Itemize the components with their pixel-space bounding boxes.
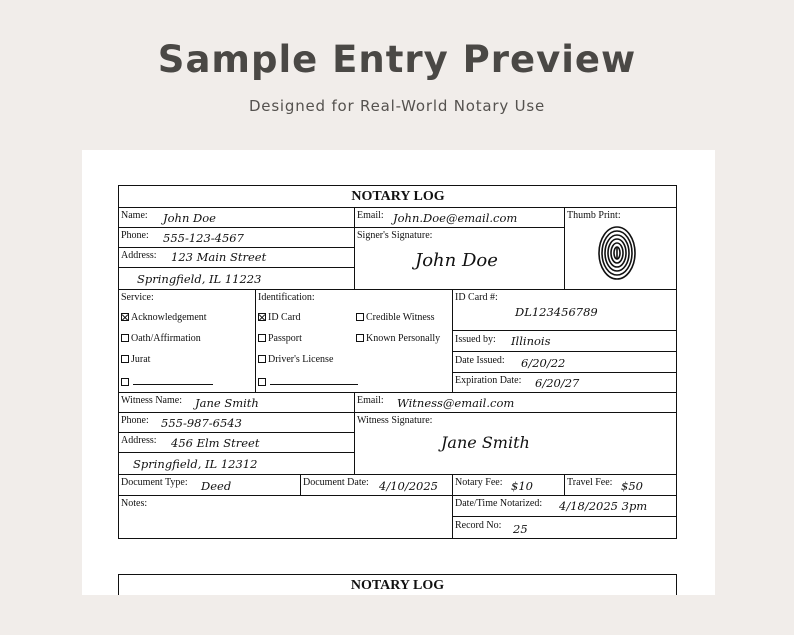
service-option-jurat[interactable]: Jurat bbox=[121, 354, 150, 365]
witness-email-label: Email: bbox=[357, 395, 384, 406]
document-type-label: Document Type: bbox=[121, 477, 188, 488]
checkbox-icon[interactable] bbox=[258, 334, 266, 342]
record-number-value: 25 bbox=[513, 522, 528, 536]
notary-fee-label: Notary Fee: bbox=[455, 477, 503, 488]
checkbox-icon[interactable] bbox=[356, 334, 364, 342]
signer-address2-cell bbox=[118, 267, 354, 289]
service-option-acknowledgement[interactable]: Acknowledgement bbox=[121, 312, 207, 323]
checkbox-icon[interactable] bbox=[121, 334, 129, 342]
page-title: Sample Entry Preview bbox=[157, 38, 637, 81]
notary-log-table-2 bbox=[118, 574, 677, 595]
date-issued-value: 6/20/22 bbox=[521, 356, 566, 370]
travel-fee-label: Travel Fee: bbox=[567, 477, 613, 488]
checkbox-checked-icon[interactable] bbox=[121, 313, 129, 321]
signer-address-cell bbox=[118, 247, 354, 267]
witness-name-value: Jane Smith bbox=[195, 396, 259, 410]
id-option-passport[interactable]: Passport bbox=[258, 333, 302, 344]
log-title-row bbox=[118, 185, 677, 207]
service-option-other[interactable] bbox=[121, 375, 213, 388]
document-date-value: 4/10/2025 bbox=[379, 479, 438, 493]
signer-signature-value: John Doe bbox=[415, 250, 498, 271]
issued-by-cell bbox=[452, 330, 677, 351]
witness-address-line2: Springfield, IL 12312 bbox=[133, 457, 258, 471]
witness-signature-value: Jane Smith bbox=[441, 433, 530, 452]
signer-address-line1: 123 Main Street bbox=[171, 250, 267, 264]
other-blank-line bbox=[133, 375, 213, 385]
notes-label: Notes: bbox=[121, 498, 148, 509]
id-card-number-label: ID Card #: bbox=[455, 292, 498, 303]
signer-name-cell bbox=[118, 207, 354, 227]
signer-address-line2: Springfield, IL 11223 bbox=[137, 272, 262, 286]
checkbox-icon[interactable] bbox=[258, 355, 266, 363]
service-option-oath[interactable]: Oath/Affirmation bbox=[121, 333, 201, 344]
signer-email-cell bbox=[354, 207, 564, 227]
fingerprint-icon bbox=[597, 225, 637, 281]
expiration-date-value: 6/20/27 bbox=[535, 376, 580, 390]
witness-email-value: Witness@email.com bbox=[397, 396, 515, 410]
thumb-print-cell bbox=[564, 207, 677, 289]
service-cell bbox=[118, 289, 255, 392]
identification-cell bbox=[255, 289, 452, 392]
identification-label: Identification: bbox=[258, 292, 315, 303]
record-number-cell bbox=[452, 516, 677, 539]
record-number-label: Record No: bbox=[455, 520, 502, 531]
signer-signature-cell bbox=[354, 227, 564, 289]
notary-fee-cell bbox=[452, 474, 564, 495]
date-issued-label: Date Issued: bbox=[455, 355, 505, 366]
signer-name-label: Name: bbox=[121, 210, 148, 221]
other-blank-line bbox=[270, 375, 358, 385]
notes-cell bbox=[118, 495, 452, 539]
log-title-2: NOTARY LOG bbox=[350, 578, 445, 593]
witness-address2-cell bbox=[118, 452, 354, 474]
service-label: Service: bbox=[121, 292, 154, 303]
witness-phone-cell bbox=[118, 412, 354, 432]
document-date-label: Document Date: bbox=[303, 477, 369, 488]
witness-signature-label: Witness Signature: bbox=[357, 415, 433, 426]
witness-address-label: Address: bbox=[121, 435, 157, 446]
issued-by-value: Illinois bbox=[511, 334, 551, 348]
travel-fee-value: $50 bbox=[621, 479, 643, 493]
checkbox-icon[interactable] bbox=[258, 378, 266, 386]
document-type-value: Deed bbox=[201, 479, 232, 493]
checkbox-checked-icon[interactable] bbox=[258, 313, 266, 321]
signer-phone-cell bbox=[118, 227, 354, 247]
id-card-number-cell bbox=[452, 289, 677, 330]
witness-email-cell bbox=[354, 392, 677, 412]
signer-address-label: Address: bbox=[121, 250, 157, 261]
id-card-number-value: DL123456789 bbox=[515, 305, 598, 319]
signer-name-value: John Doe bbox=[163, 211, 216, 225]
notary-fee-value: $10 bbox=[511, 479, 533, 493]
witness-signature-cell bbox=[354, 412, 677, 474]
id-option-drivers-license[interactable]: Driver's License bbox=[258, 354, 333, 365]
id-option-id-card[interactable]: ID Card bbox=[258, 312, 301, 323]
date-time-notarized-cell bbox=[452, 495, 677, 516]
witness-phone-label: Phone: bbox=[121, 415, 149, 426]
witness-phone-value: 555-987-6543 bbox=[161, 416, 242, 430]
id-option-credible-witness[interactable]: Credible Witness bbox=[356, 312, 435, 323]
issued-by-label: Issued by: bbox=[455, 334, 496, 345]
notary-log-table bbox=[118, 185, 677, 539]
witness-name-cell bbox=[118, 392, 354, 412]
document-date-cell bbox=[300, 474, 452, 495]
travel-fee-cell bbox=[564, 474, 677, 495]
date-time-notarized-label: Date/Time Notarized: bbox=[455, 498, 543, 509]
checkbox-icon[interactable] bbox=[121, 378, 129, 386]
witness-address-line1: 456 Elm Street bbox=[171, 436, 260, 450]
signer-phone-value: 555-123-4567 bbox=[163, 231, 244, 245]
id-option-other[interactable] bbox=[258, 375, 358, 388]
signer-email-value: John.Doe@email.com bbox=[393, 211, 518, 225]
id-option-known-personally[interactable]: Known Personally bbox=[356, 333, 440, 344]
witness-name-label: Witness Name: bbox=[121, 395, 182, 406]
date-issued-cell bbox=[452, 351, 677, 372]
date-time-notarized-value: 4/18/2025 3pm bbox=[559, 499, 648, 513]
signer-email-label: Email: bbox=[357, 210, 384, 221]
page-subtitle: Designed for Real-World Notary Use bbox=[248, 97, 546, 115]
expiration-date-label: Expiration Date: bbox=[455, 375, 522, 386]
log-title: NOTARY LOG bbox=[351, 189, 445, 204]
thumb-print-label: Thumb Print: bbox=[567, 210, 621, 221]
checkbox-icon[interactable] bbox=[356, 313, 364, 321]
signer-phone-label: Phone: bbox=[121, 230, 149, 241]
notary-log-sheet bbox=[82, 150, 715, 595]
expiration-date-cell bbox=[452, 372, 677, 392]
signer-signature-label: Signer's Signature: bbox=[357, 230, 433, 241]
checkbox-icon[interactable] bbox=[121, 355, 129, 363]
document-type-cell bbox=[118, 474, 300, 495]
witness-address-cell bbox=[118, 432, 354, 452]
